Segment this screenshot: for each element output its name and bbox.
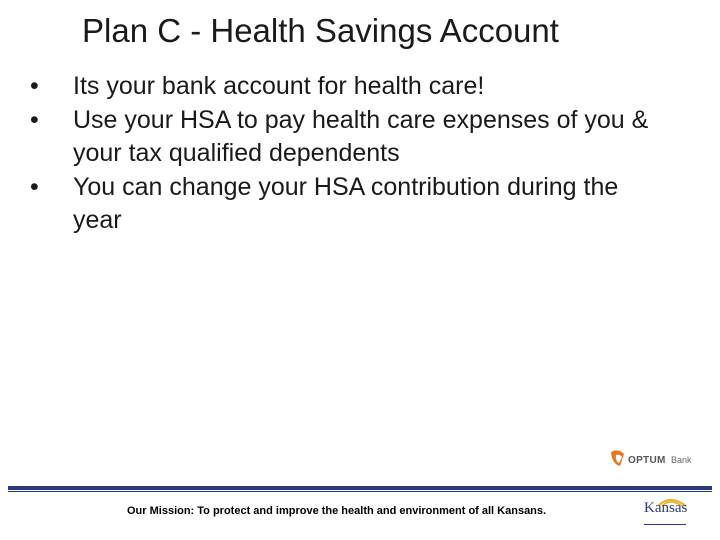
bullet-marker: •: [30, 72, 39, 100]
footer-divider-thin: [8, 491, 712, 492]
bullet-item: [0, 171, 720, 237]
bullet-text: Use your HSA to pay health care expenses of you & your tax qualified dependents: [73, 106, 649, 167]
slide-title: Plan C - Health Savings Account: [82, 12, 559, 49]
bullet-list: [0, 70, 720, 238]
bullet-item: [0, 70, 720, 103]
optum-logo-suffix: Bank: [671, 455, 692, 465]
bullet-marker: •: [30, 173, 39, 201]
bullet-item: [0, 104, 720, 170]
bullet-text: You can change your HSA contribution during the year: [73, 173, 619, 234]
bullet-marker: •: [30, 106, 39, 134]
kansas-logo-text: Kansas: [644, 500, 688, 516]
mission-statement: Our Mission: To protect and improve the health and environment of all Kansans.: [127, 505, 547, 517]
bullet-text: Its your bank account for health care!: [73, 72, 485, 100]
optum-logo-text: OPTUM: [628, 455, 666, 466]
footer-divider: [8, 486, 712, 490]
